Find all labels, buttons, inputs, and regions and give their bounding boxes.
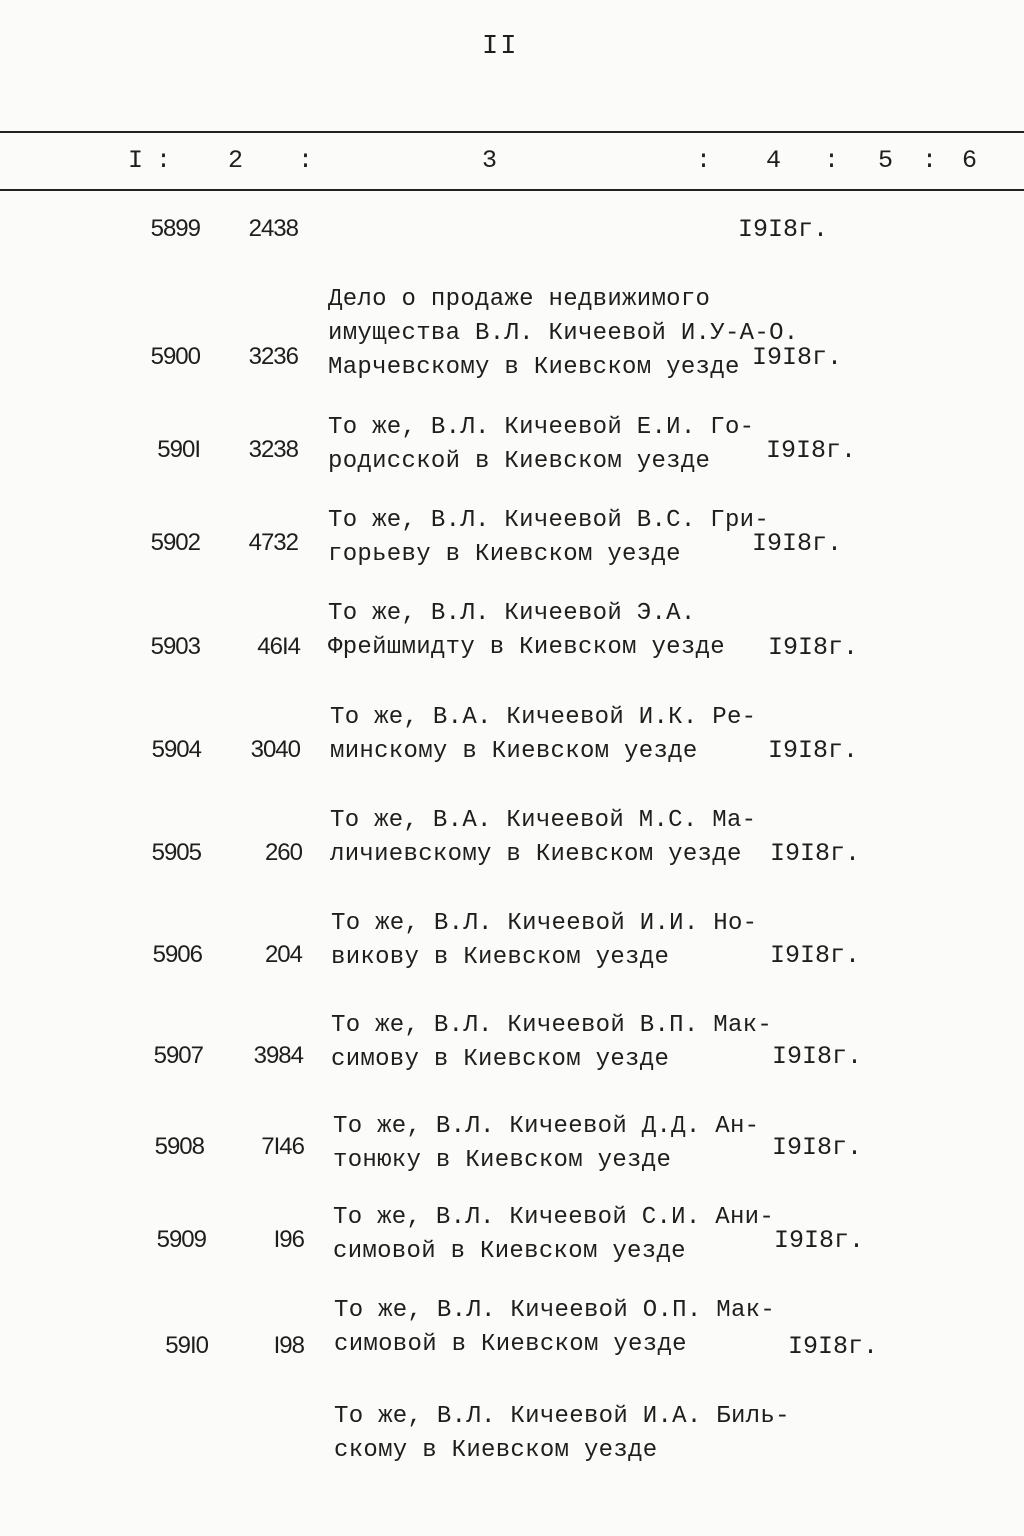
record-number: 5904 bbox=[151, 736, 201, 763]
record-date: I9I8г. bbox=[768, 736, 859, 765]
record-number: 590I bbox=[157, 436, 200, 463]
header-sep-5: : bbox=[922, 146, 938, 175]
record-number: 5905 bbox=[151, 839, 201, 866]
file-number: I96 bbox=[273, 1226, 304, 1253]
record-description: То же, В.Л. Кичеевой В.С. Гри- горьеву в Киевском уезде bbox=[328, 507, 770, 568]
header-rule-bottom bbox=[0, 189, 1024, 191]
header-col-5: 5 bbox=[878, 146, 894, 175]
file-number: 204 bbox=[264, 941, 302, 968]
file-number: 3040 bbox=[250, 736, 300, 763]
record-date: I9I8г. bbox=[770, 941, 861, 970]
record-description: То же, В.Л. Кичеевой И.А. Биль- скому в Киевском уезде bbox=[334, 1403, 790, 1464]
file-number: 7I46 bbox=[261, 1133, 304, 1160]
header-rule-top bbox=[0, 131, 1024, 133]
page-number: II bbox=[482, 32, 519, 62]
file-number: 3984 bbox=[253, 1042, 303, 1069]
record-date: I9I8г. bbox=[768, 633, 859, 662]
record-description: То же, В.Л. Кичеевой Д.Д. Ан- тонюку в Киевском уезде bbox=[333, 1113, 760, 1174]
record-date: I9I8г. bbox=[752, 529, 843, 558]
record-description: То же, В.Л. Кичеевой В.П. Мак- симову в Киевском уезде bbox=[331, 1012, 773, 1073]
header-col-6: 6 bbox=[962, 146, 978, 175]
record-description: То же, В.Л. Кичеевой С.И. Ани- симовой в Киевском уезде bbox=[333, 1204, 775, 1265]
record-number: 5899 bbox=[150, 215, 200, 242]
record-date: I9I8г. bbox=[752, 343, 843, 372]
record-number: 5902 bbox=[150, 529, 200, 556]
file-number: 3236 bbox=[248, 343, 298, 370]
record-date: I9I8г. bbox=[772, 1133, 863, 1162]
header-col-2: 2 bbox=[228, 146, 244, 175]
header-col-3: 3 bbox=[482, 146, 498, 175]
record-number: 5907 bbox=[153, 1042, 203, 1069]
record-description: То же, В.Л. Кичеевой Е.И. Го- родисской в Киевском уезде bbox=[328, 414, 755, 475]
record-date: I9I8г. bbox=[772, 1042, 863, 1071]
record-number: 5900 bbox=[150, 343, 200, 370]
record-date: I9I8г. bbox=[774, 1226, 865, 1255]
record-date: I9I8г. bbox=[770, 839, 861, 868]
record-description: То же, В.А. Кичеевой И.К. Ре- минскому в Киевском уезде bbox=[330, 704, 757, 765]
record-number: 5909 bbox=[156, 1226, 206, 1253]
record-number: 5906 bbox=[152, 941, 202, 968]
file-number: I98 bbox=[273, 1332, 304, 1359]
record-date: I9I8г. bbox=[738, 215, 829, 244]
record-description: То же, В.А. Кичеевой М.С. Ма- личиевскому в Киевском уезде bbox=[330, 807, 757, 868]
header-sep-4: : bbox=[824, 146, 840, 175]
record-number: 59I0 bbox=[165, 1332, 208, 1359]
file-number: 46I4 bbox=[257, 633, 300, 660]
file-number: 4732 bbox=[248, 529, 298, 556]
header-sep-1: : bbox=[156, 146, 172, 175]
header-sep-3: : bbox=[696, 146, 712, 175]
record-date: I9I8г. bbox=[788, 1332, 879, 1361]
file-number: 260 bbox=[264, 839, 302, 866]
file-number: 2438 bbox=[248, 215, 298, 242]
record-number: 5908 bbox=[154, 1133, 204, 1160]
file-number: 3238 bbox=[248, 436, 298, 463]
record-description: То же, В.Л. Кичеевой Э.А. Фрейшмидту в Киевском уезде bbox=[328, 600, 725, 661]
header-sep-2: : bbox=[298, 146, 314, 175]
record-date: I9I8г. bbox=[766, 436, 857, 465]
record-description: Дело о продаже недвижимого имущества В.Л. Кичеевой И.У-А-О. Марчевскому в Киевском уезде bbox=[328, 286, 799, 381]
record-description: То же, В.Л. Кичеевой И.И. Но- викову в Киевском уезде bbox=[331, 910, 758, 971]
header-col-4: 4 bbox=[766, 146, 782, 175]
header-col-1: I bbox=[128, 146, 144, 175]
record-description: То же, В.Л. Кичеевой О.П. Мак- симовой в Киевском уезде bbox=[334, 1297, 776, 1358]
record-number: 5903 bbox=[150, 633, 200, 660]
